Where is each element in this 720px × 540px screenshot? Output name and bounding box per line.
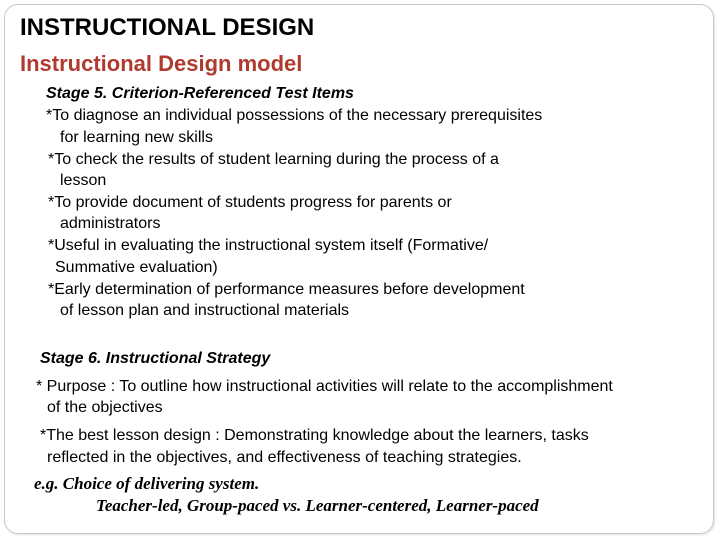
stage5-line: *To provide document of students progress for parents or	[48, 194, 452, 211]
stage5-line: *To check the results of student learning during the process of a	[48, 151, 499, 168]
stage6-line: of the objectives	[47, 399, 163, 416]
stage6-line: * Purpose : To outline how instructional activities will relate to the accomplishment	[36, 378, 613, 395]
stage6-line: reflected in the objectives, and effectiveness of teaching strategies.	[47, 449, 522, 466]
slide-title: INSTRUCTIONAL DESIGN	[20, 14, 315, 41]
slide-subtitle: Instructional Design model	[20, 51, 303, 76]
example-line: e.g. Choice of delivering system.	[34, 474, 260, 493]
stage5-line: for learning new skills	[60, 129, 213, 146]
stage5-line: administrators	[60, 215, 161, 232]
stage5-heading: Stage 5. Criterion-Referenced Test Items	[46, 85, 354, 102]
example-line: Teacher-led, Group-paced vs. Learner-centered, Learner-paced	[96, 496, 539, 515]
stage5-line: of lesson plan and instructional materials	[60, 302, 350, 319]
stage5-line: *To diagnose an individual possessions of the necessary prerequisites	[46, 107, 543, 124]
stage6-line: *The best lesson design : Demonstrating knowledge about the learners, tasks	[40, 427, 589, 444]
stage5-line: *Useful in evaluating the instructional system itself (Formative/	[48, 237, 489, 254]
stage5-line: lesson	[60, 172, 107, 189]
stage5-line: *Early determination of performance measures before development	[48, 281, 525, 298]
stage6-heading: Stage 6. Instructional Strategy	[40, 350, 271, 367]
stage5-line: Summative evaluation)	[55, 259, 218, 276]
